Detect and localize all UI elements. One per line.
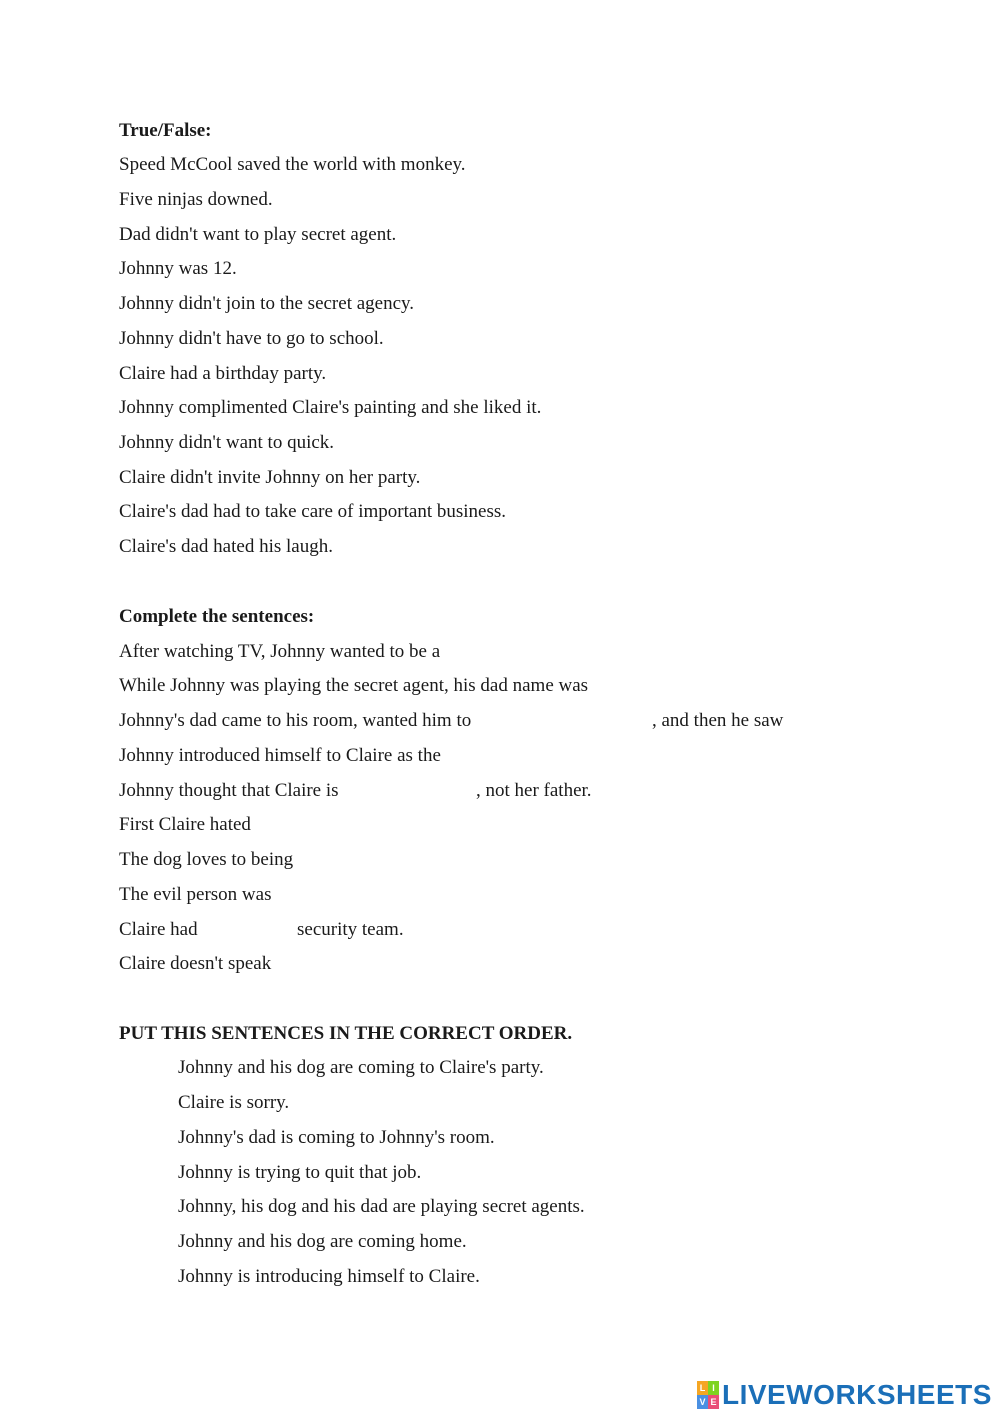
complete-sentence-7 xyxy=(119,848,293,872)
sentence-text: Johnny introduced himself to Claire as the xyxy=(119,745,441,766)
tf-statement-3: Dad didn't want to play secret agent. xyxy=(119,224,397,245)
true-false-heading: True/False: xyxy=(119,120,212,141)
sentence-text: While Johnny was playing the secret agent, his dad name was xyxy=(119,675,589,696)
complete-sentence-2 xyxy=(119,674,588,698)
complete-sentence-10 xyxy=(119,952,271,976)
sentence-text: First Claire hated xyxy=(119,814,251,835)
sentence-text: Johnny thought that Claire is xyxy=(119,780,339,801)
complete-sentence-9-ending: security team. xyxy=(297,919,404,940)
complete-sentence-6 xyxy=(119,813,251,837)
order-sentence-1: Johnny and his dog are coming to Claire's party. xyxy=(178,1057,544,1078)
complete-sentence-1 xyxy=(119,640,440,664)
logo-letter: I xyxy=(708,1381,719,1395)
tf-statement-10: Claire didn't invite Johnny on her party. xyxy=(119,467,421,488)
tf-statement-9: Johnny didn't want to quick. xyxy=(119,432,335,453)
tf-statement-2: Five ninjas downed. xyxy=(119,189,273,210)
complete-sentence-5 xyxy=(119,779,339,803)
order-sentence-3: Johnny's dad is coming to Johnny's room. xyxy=(178,1127,495,1148)
sentence-text: Claire had xyxy=(119,919,198,940)
sentence-text: The evil person was xyxy=(119,884,272,905)
tf-statement-12: Claire's dad hated his laugh. xyxy=(119,536,333,557)
order-heading: PUT THIS SENTENCES IN THE CORRECT ORDER. xyxy=(119,1023,573,1044)
logo-mark-icon xyxy=(697,1381,719,1409)
order-sentence-5: Johnny, his dog and his dad are playing secret agents. xyxy=(178,1196,585,1217)
order-sentence-6: Johnny and his dog are coming home. xyxy=(178,1231,467,1252)
logo-letter: E xyxy=(708,1395,719,1409)
complete-sentence-8 xyxy=(119,883,271,907)
complete-heading: Complete the sentences: xyxy=(119,606,315,627)
sentence-text: After watching TV, Johnny wanted to be a xyxy=(119,641,441,662)
order-sentence-2: Claire is sorry. xyxy=(178,1092,290,1113)
complete-sentence-3 xyxy=(119,709,471,733)
logo-letter: V xyxy=(697,1395,708,1409)
sentence-text: Claire doesn't speak xyxy=(119,953,272,974)
tf-statement-1: Speed McCool saved the world with monkey. xyxy=(119,154,466,175)
order-sentence-7: Johnny is introducing himself to Claire. xyxy=(178,1266,480,1287)
liveworksheets-logo xyxy=(697,1379,992,1411)
sentence-text: The dog loves to being xyxy=(119,849,294,870)
order-sentence-4: Johnny is trying to quit that job. xyxy=(178,1162,422,1183)
tf-statement-7: Claire had a birthday party. xyxy=(119,363,327,384)
tf-statement-4: Johnny was 12. xyxy=(119,258,237,279)
complete-sentence-4 xyxy=(119,744,441,768)
complete-sentence-9 xyxy=(119,918,198,942)
complete-sentence-5-ending: , not her father. xyxy=(476,780,592,801)
tf-statement-5: Johnny didn't join to the secret agency. xyxy=(119,293,415,314)
tf-statement-8: Johnny complimented Claire's painting and she liked it. xyxy=(119,397,542,418)
sentence-text: Johnny's dad came to his room, wanted him to xyxy=(119,710,472,731)
tf-statement-11: Claire's dad had to take care of important business. xyxy=(119,501,507,522)
logo-text: LIVEWORKSHEETS xyxy=(722,1379,992,1410)
tf-statement-6: Johnny didn't have to go to school. xyxy=(119,328,384,349)
logo-letter: L xyxy=(697,1381,708,1395)
complete-sentence-3-ending: , and then he saw xyxy=(652,710,784,731)
